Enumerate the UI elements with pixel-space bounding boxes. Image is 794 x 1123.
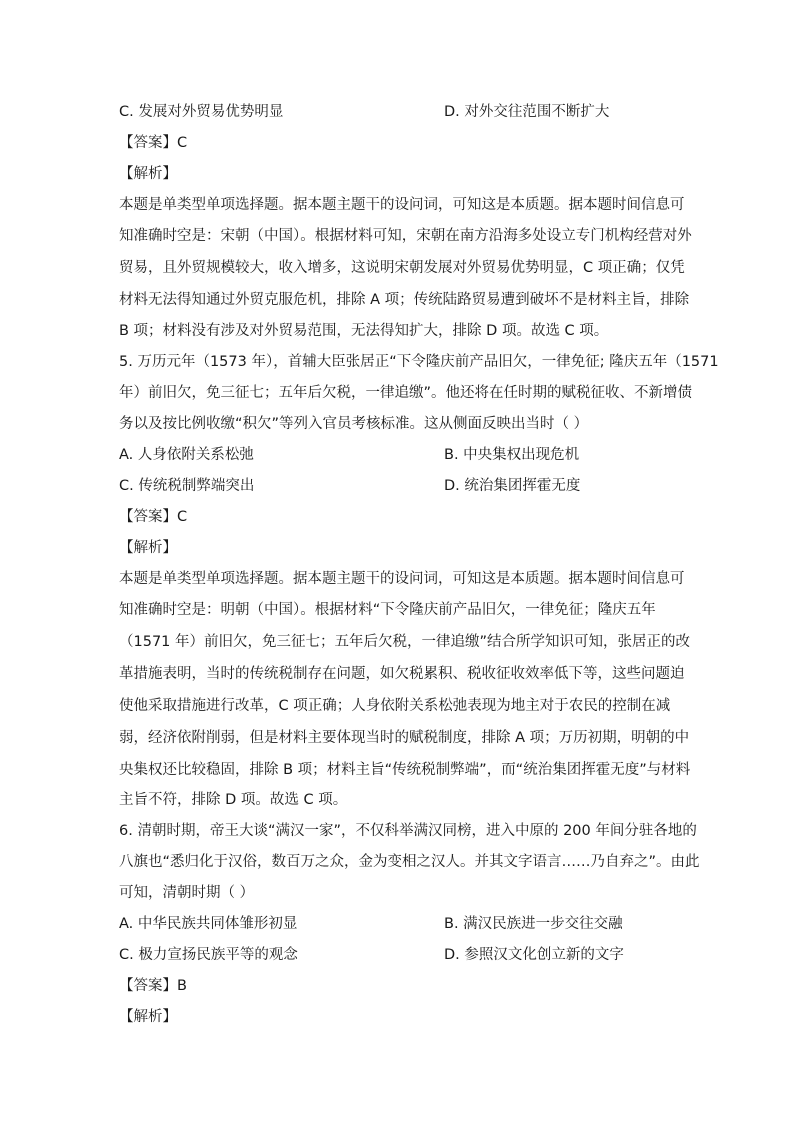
q5-option-d: D. 统治集团挥霍无度 (444, 478, 581, 494)
q6-option-d: D. 参照汉文化创立新的文字 (444, 947, 624, 963)
q5-analysis-line: （1571 年）前旧欠，免三征七；五年后欠税，一律追缴”结合所学知识可知，张居正的改 (119, 634, 691, 650)
q4-option-c: C. 发展对外贸易优势明显 (119, 104, 284, 120)
q5-analysis-line: 使他采取措施进行改革，C 项正确；人身依附关系松弛表现为地主对于农民的控制在减 (119, 698, 671, 714)
q4-analysis-label: 【解析】 (119, 166, 177, 182)
q4-analysis-line: B 项；材料没有涉及对外贸易范围，无法得知扩大，排除 D 项。故选 C 项。 (119, 323, 609, 339)
q6-option-c: C. 极力宣扬民族平等的观念 (119, 947, 298, 963)
q6-stem-line: 6. 清朝时期，帝王大谈“满汉一家”，不仅科举满汉同榜，进入中原的 200 年间分驻各地的 (119, 823, 697, 839)
q5-analysis-line: 央集权还比较稳固，排除 B 项；材料主旨“传统税制弊端”，而“统治集团挥霍无度”与材料 (119, 762, 691, 778)
q6-answer: 【答案】B (119, 978, 187, 994)
q5-stem-line: 5. 万历元年（1573 年），首辅大臣张居正“下令隆庆前产品旧欠，一律免征; 隆庆五年（1571 (119, 354, 719, 370)
q5-option-b: B. 中央集权出现危机 (444, 447, 580, 463)
q6-stem-line: 可知，清朝时期（ ） (119, 885, 255, 901)
q5-answer: 【答案】C (119, 509, 188, 525)
q5-option-c: C. 传统税制弊端突出 (119, 478, 255, 494)
q6-analysis-label: 【解析】 (119, 1009, 177, 1025)
q4-analysis-line: 贸易，且外贸规模较大，收入增多，这说明宋朝发展对外贸易优势明显，C 项正确；仅凭 (119, 260, 685, 276)
q5-stem-line: 年）前旧欠，免三征七；五年后欠税，一律追缴”。他还将在任时期的赋税征收、不新增债 (119, 385, 693, 401)
q5-analysis-line: 主旨不符，排除 D 项。故选 C 项。 (119, 792, 348, 808)
q4-answer: 【答案】C (119, 135, 188, 151)
q6-option-b: B. 满汉民族进一步交往交融 (444, 916, 623, 932)
q4-analysis-line: 本题是单类型单项选择题。据本题主题干的设问词，可知这是本质题。据本题时间信息可 (119, 197, 685, 213)
q5-stem-line: 务以及按比例收缴“积欠”等列入官员考核标准。这从侧面反映出当时（ ） (119, 416, 589, 432)
q6-stem-line: 八旗也“悉归化于汉俗，数百万之众，金为变相之汉人。并其文字语言……乃自弃之”。由此 (119, 854, 700, 870)
q5-analysis-line: 知准确时空是：明朝（中国）。根据材料“下令隆庆前产品旧欠，一律免征；隆庆五年 (119, 602, 656, 618)
q4-option-d: D. 对外交往范围不断扩大 (444, 104, 610, 120)
q4-analysis-line: 材料无法得知通过外贸克服危机，排除 A 项；传统陆路贸易遭到破坏不是材料主旨，排除 (119, 292, 690, 308)
q4-analysis-line: 知准确时空是：宋朝（中国）。根据材料可知，宋朝在南方沿海多处设立专门机构经营对外 (119, 228, 692, 244)
q5-analysis-line: 本题是单类型单项选择题。据本题主题干的设问词，可知这是本质题。据本题时间信息可 (119, 571, 685, 587)
q5-option-a: A. 人身依附关系松弛 (119, 447, 254, 463)
q5-analysis-label: 【解析】 (119, 540, 177, 556)
q5-analysis-line: 革措施表明，当时的传统税制存在问题，如欠税累积、税收征收效率低下等，这些问题迫 (119, 666, 685, 682)
q6-option-a: A. 中华民族共同体雏形初显 (119, 916, 298, 932)
q5-analysis-line: 弱，经济依附削弱，但是材料主要体现当时的赋税制度，排除 A 项；万历初期，明朝的中 (119, 730, 690, 746)
